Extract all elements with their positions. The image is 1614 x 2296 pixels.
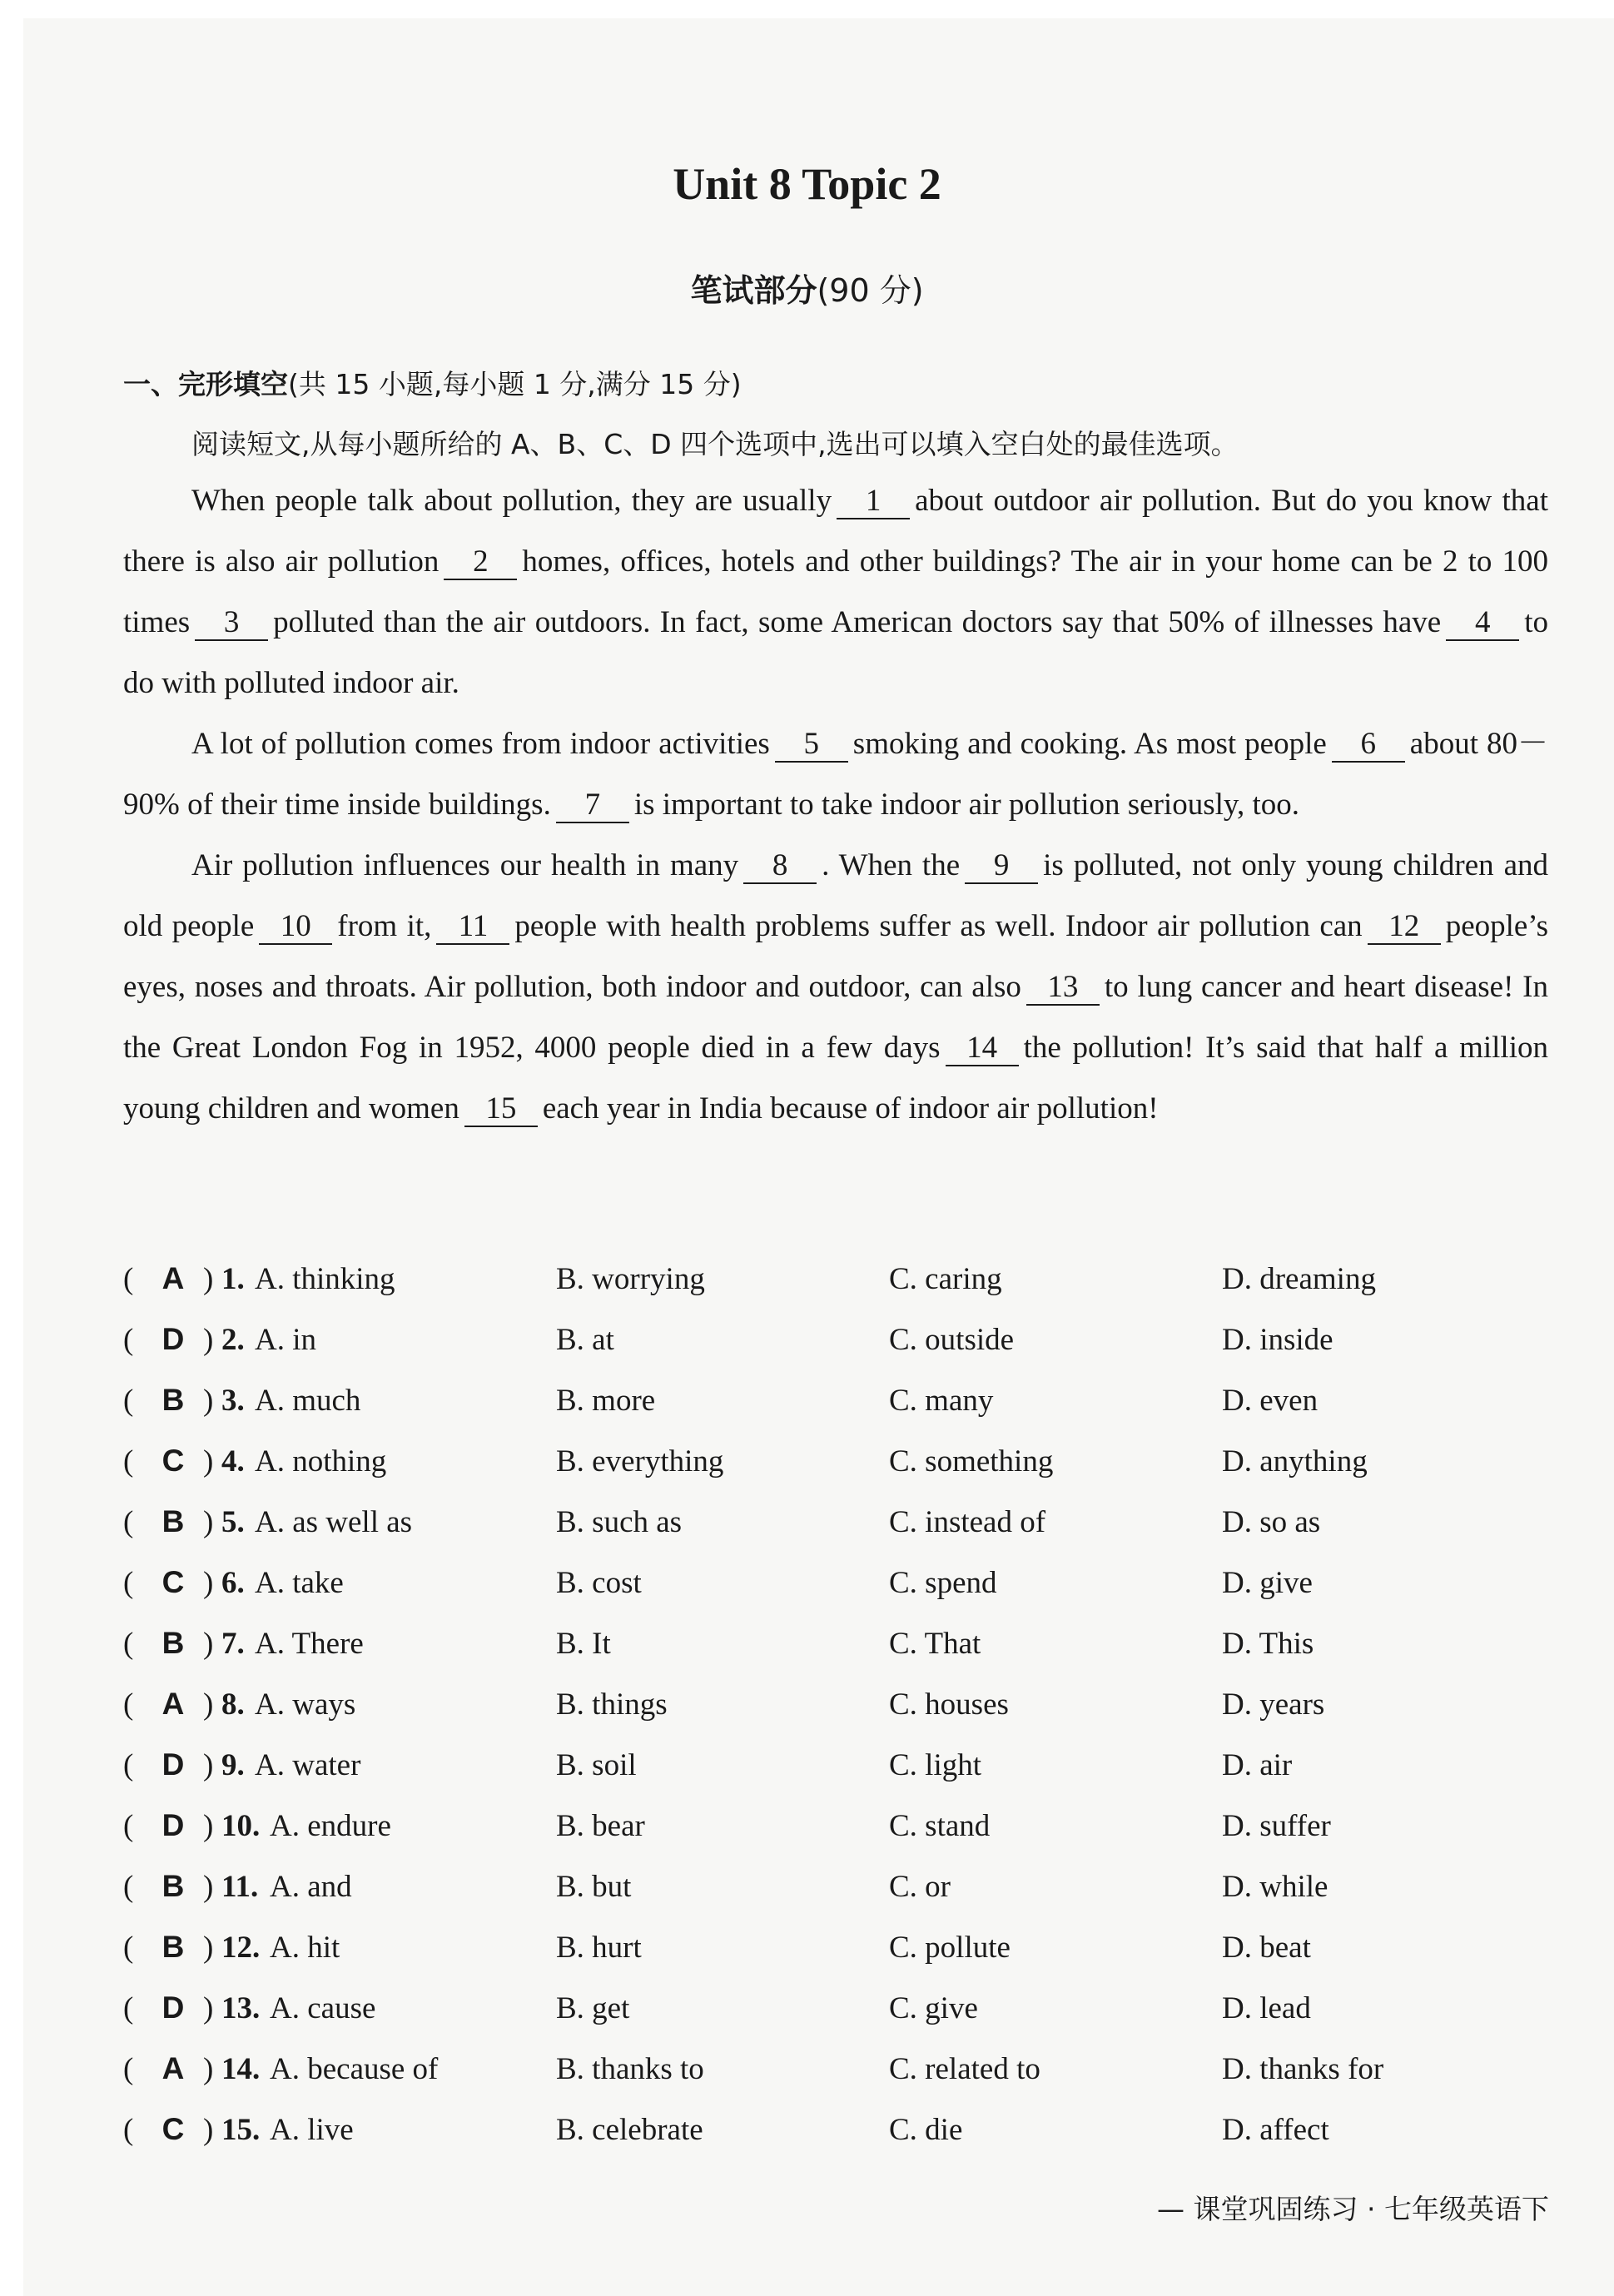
question-number: 5. (221, 1505, 245, 1539)
question-row (123, 2051, 1548, 2112)
answer-bracket-close: ) (203, 1505, 214, 1539)
option-b: B. more (556, 1384, 656, 1418)
section-instruction: 阅读短文,从每小题所给的 A、B、C、D 四个选项中,选出可以填入空白处的最佳选项。 (191, 428, 1239, 460)
option-c: C. That (889, 1627, 981, 1661)
question-row (123, 1747, 1548, 1808)
option-a: A. nothing (255, 1444, 387, 1478)
option-d: D. beat (1222, 1931, 1311, 1965)
option-a: A. endure (270, 1809, 391, 1843)
passage-text: A lot of pollution comes from indoor activities (191, 727, 770, 761)
option-b: B. everything (556, 1444, 724, 1478)
answer-choice: C (161, 1444, 185, 1478)
question-row (123, 1322, 1548, 1383)
passage-text: to lung cancer and heart disease! In the Great London Fog in 1952, 4000 people died in a few days (123, 970, 1548, 1065)
answer-bracket-open: ( (123, 1505, 134, 1539)
option-d: D. air (1222, 1748, 1293, 1782)
option-c: C. caring (889, 1262, 1002, 1296)
section-heading-rest: (共 15 小题,每小题 1 分,满分 15 分) (288, 368, 742, 400)
option-c: C. something (889, 1444, 1054, 1478)
blank: 13 (1026, 971, 1100, 1006)
option-d: D. affect (1222, 2113, 1329, 2147)
answer-bracket-open: ( (123, 1870, 134, 1904)
blank: 14 (946, 1031, 1019, 1066)
option-b: B. things (556, 1687, 668, 1722)
question-row (123, 1383, 1548, 1444)
option-c: C. die (889, 2113, 963, 2147)
subtitle-score: (90 分) (817, 272, 924, 309)
question-list (123, 1261, 1548, 2173)
option-c: C. outside (889, 1323, 1015, 1357)
page-title: Unit 8 Topic 2 (673, 159, 941, 209)
passage-paragraph-1 (123, 470, 1548, 713)
question-number: 8. (221, 1687, 245, 1722)
answer-choice: D (161, 1990, 185, 2025)
option-d: D. lead (1222, 1991, 1311, 2025)
option-b: B. cost (556, 1566, 642, 1600)
option-a: A. because of (270, 2052, 439, 2086)
answer-choice: C (161, 1565, 185, 1599)
section-heading (123, 363, 742, 402)
answer-choice: B (161, 1626, 185, 1660)
blank: 5 (775, 728, 848, 763)
question-number: 9. (221, 1748, 245, 1782)
option-a: A. live (270, 2113, 354, 2147)
passage-text: is polluted, not only young children and old people (123, 848, 1548, 943)
option-c: C. spend (889, 1566, 997, 1600)
option-c: C. light (889, 1748, 982, 1782)
option-a: A. There (255, 1627, 364, 1661)
option-b: B. It (556, 1627, 611, 1661)
question-number: 1. (221, 1262, 245, 1296)
answer-bracket-close: ) (203, 1566, 214, 1600)
option-d: D. thanks for (1222, 2052, 1384, 2086)
blank: 1 (837, 485, 910, 519)
answer-bracket-open: ( (123, 1444, 134, 1478)
option-a: A. as well as (255, 1505, 413, 1539)
answer-choice: B (161, 1383, 185, 1417)
passage-text: . When the (822, 848, 961, 882)
passage-text: is important to take indoor air pollution seriously, too. (633, 788, 1299, 822)
answer-bracket-close: ) (203, 1687, 214, 1722)
option-c: C. pollute (889, 1931, 1011, 1965)
option-c: C. stand (889, 1809, 991, 1843)
answer-choice: D (161, 1808, 185, 1842)
blank: 7 (556, 788, 629, 823)
answer-bracket-open: ( (123, 1748, 134, 1782)
answer-bracket-open: ( (123, 1566, 134, 1600)
question-row (123, 1565, 1548, 1626)
passage-text: the pollution! It’s said that half a million young children and women (123, 1031, 1548, 1126)
blank: 4 (1446, 606, 1519, 641)
question-row (123, 1504, 1548, 1565)
passage-text: people’s eyes, noses and throats. Air pollution, both indoor and outdoor, can also (123, 909, 1548, 1004)
option-a: A. take (255, 1566, 344, 1600)
option-d: D. while (1222, 1870, 1328, 1904)
option-c: C. or (889, 1870, 951, 1904)
option-d: D. inside (1222, 1323, 1333, 1357)
option-a: A. cause (270, 1991, 376, 2025)
answer-bracket-close: ) (203, 1931, 214, 1965)
answer-bracket-close: ) (203, 1323, 214, 1357)
question-row (123, 1261, 1548, 1322)
question-number: 15. (221, 2113, 261, 2147)
passage-text: to do with polluted indoor air. (123, 605, 1548, 700)
option-a: A. thinking (255, 1262, 395, 1296)
question-number: 10. (221, 1809, 261, 1843)
question-row (123, 1626, 1548, 1687)
answer-bracket-open: ( (123, 1809, 134, 1843)
blank: 15 (464, 1092, 538, 1127)
option-b: B. at (556, 1323, 614, 1357)
option-a: A. ways (255, 1687, 356, 1722)
subtitle-bold: 笔试部分 (690, 272, 817, 309)
option-d: D. so as (1222, 1505, 1321, 1539)
option-d: D. anything (1222, 1444, 1368, 1478)
option-d: D. even (1222, 1384, 1319, 1418)
option-a: A. in (255, 1323, 316, 1357)
passage-text: When people talk about pollution, they are usually (191, 484, 832, 518)
option-c: C. many (889, 1384, 994, 1418)
option-b: B. thanks to (556, 2052, 704, 2086)
answer-choice: B (161, 1504, 185, 1538)
option-a: A. water (255, 1748, 361, 1782)
answer-choice: A (161, 2051, 185, 2085)
section-heading-bold: 一、完形填空 (123, 368, 288, 400)
answer-bracket-open: ( (123, 1323, 134, 1357)
option-a: A. and (270, 1870, 352, 1904)
option-b: B. bear (556, 1809, 645, 1843)
answer-bracket-close: ) (203, 1262, 214, 1296)
blank: 8 (743, 849, 817, 884)
question-number: 3. (221, 1384, 245, 1418)
passage-paragraph-3 (123, 835, 1548, 1139)
option-a: A. hit (270, 1931, 340, 1965)
answer-bracket-close: ) (203, 1748, 214, 1782)
passage-text: smoking and cooking. As most people (852, 727, 1327, 761)
passage-text: homes, offices, hotels and other buildings? The air in your home can be 2 to 100 times (123, 544, 1548, 639)
option-b: B. soil (556, 1748, 637, 1782)
passage-text: about 80－90% of their time inside buildings. (123, 727, 1548, 822)
answer-bracket-close: ) (203, 2052, 214, 2086)
passage-text: polluted than the air outdoors. In fact, some American doctors say that 50% of illnesses have (273, 605, 1442, 639)
option-a: A. much (255, 1384, 361, 1418)
blank: 3 (195, 606, 268, 641)
passage-text: from it, (337, 909, 432, 943)
answer-bracket-open: ( (123, 2113, 134, 2147)
answer-bracket-open: ( (123, 1262, 134, 1296)
option-c: C. instead of (889, 1505, 1046, 1539)
option-d: D. dreaming (1222, 1262, 1376, 1296)
answer-bracket-close: ) (203, 1809, 214, 1843)
option-d: D. years (1222, 1687, 1325, 1722)
blank: 2 (444, 545, 517, 580)
option-d: D. suffer (1222, 1809, 1331, 1843)
answer-bracket-close: ) (203, 1627, 214, 1661)
page-subtitle (0, 265, 1614, 311)
blank: 9 (965, 849, 1038, 884)
question-row (123, 1687, 1548, 1747)
question-row (123, 2112, 1548, 2173)
option-b: B. worrying (556, 1262, 705, 1296)
question-number: 4. (221, 1444, 245, 1478)
answer-bracket-close: ) (203, 1870, 214, 1904)
answer-bracket-open: ( (123, 1627, 134, 1661)
question-row (123, 1990, 1548, 2051)
question-row (123, 1869, 1548, 1930)
question-row (123, 1930, 1548, 1990)
option-c: C. related to (889, 2052, 1040, 2086)
passage-text: about outdoor air pollution. But do you know that there is also air pollution (123, 484, 1548, 579)
answer-choice: A (161, 1687, 185, 1721)
option-b: B. hurt (556, 1931, 642, 1965)
passage-text: Air pollution influences our health in many (191, 848, 739, 882)
answer-choice: A (161, 1261, 185, 1295)
reading-passage (123, 470, 1548, 1139)
passage-paragraph-2 (123, 713, 1548, 835)
blank: 11 (436, 910, 509, 945)
blank: 12 (1368, 910, 1441, 945)
question-number: 11. (221, 1870, 259, 1904)
option-d: D. This (1222, 1627, 1314, 1661)
question-number: 12. (221, 1931, 261, 1965)
question-row (123, 1808, 1548, 1869)
answer-bracket-open: ( (123, 1931, 134, 1965)
option-d: D. give (1222, 1566, 1313, 1600)
answer-bracket-close: ) (203, 1444, 214, 1478)
page-footer: — 课堂巩固练习 · 七年级英语下 (1157, 2193, 1549, 2225)
passage-text: people with health problems suffer as well. Indoor air pollution can (514, 909, 1363, 943)
answer-bracket-open: ( (123, 1687, 134, 1722)
option-b: B. celebrate (556, 2113, 703, 2147)
answer-bracket-close: ) (203, 1384, 214, 1418)
question-number: 13. (221, 1991, 261, 2025)
answer-bracket-open: ( (123, 1991, 134, 2025)
passage-text: each year in India because of indoor air pollution! (542, 1091, 1159, 1126)
answer-choice: C (161, 2112, 185, 2146)
question-number: 2. (221, 1323, 245, 1357)
question-number: 14. (221, 2052, 261, 2086)
option-b: B. get (556, 1991, 630, 2025)
question-number: 7. (221, 1627, 245, 1661)
blank: 6 (1332, 728, 1405, 763)
answer-choice: B (161, 1930, 185, 1964)
option-c: C. give (889, 1991, 978, 2025)
blank: 10 (259, 910, 332, 945)
answer-bracket-open: ( (123, 1384, 134, 1418)
answer-bracket-close: ) (203, 2113, 214, 2147)
answer-choice: D (161, 1322, 185, 1356)
option-b: B. such as (556, 1505, 683, 1539)
answer-choice: D (161, 1747, 185, 1782)
option-c: C. houses (889, 1687, 1009, 1722)
question-number: 6. (221, 1566, 245, 1600)
question-row (123, 1444, 1548, 1504)
answer-bracket-open: ( (123, 2052, 134, 2086)
option-b: B. but (556, 1870, 632, 1904)
answer-choice: B (161, 1869, 185, 1903)
answer-bracket-close: ) (203, 1991, 214, 2025)
